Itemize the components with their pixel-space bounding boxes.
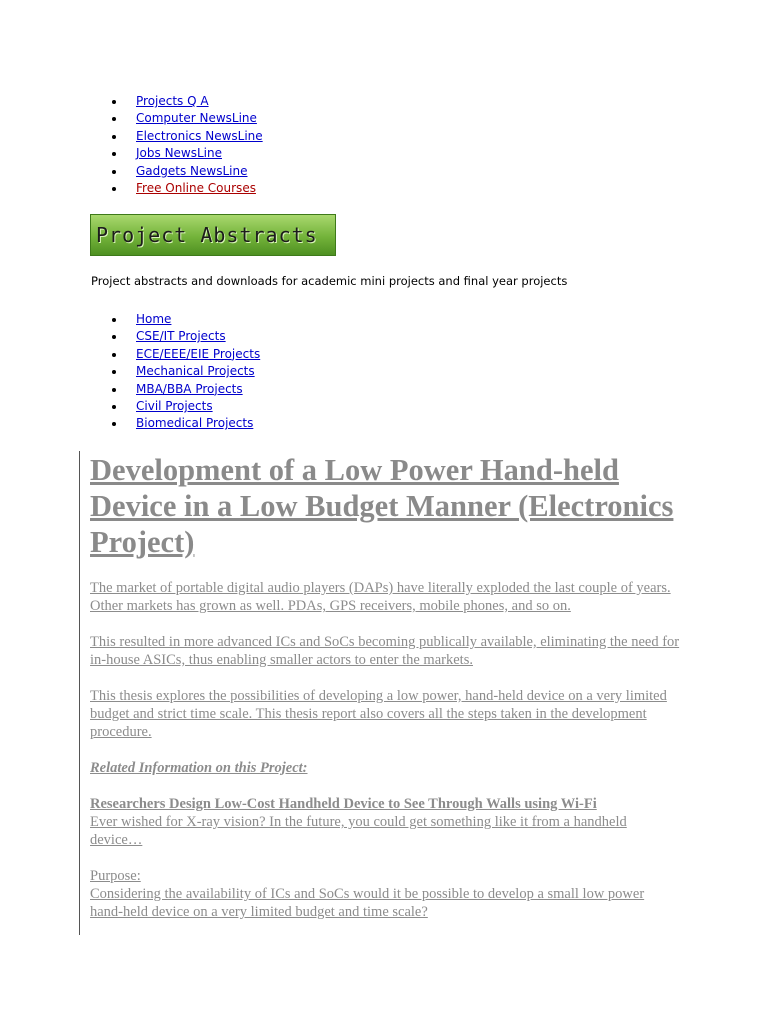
article-paragraph[interactable]: This resulted in more advanced ICs and SoCs becoming publically available, eliminating the need for in-house ASICs, thus enabling smaller actors to enter the markets.: [90, 634, 680, 668]
article-paragraph[interactable]: This thesis explores the possibilities of developing a low power, hand-held device on a very limited budget and strict time scale. This thesis report also covers all the steps taken in the development procedure.: [90, 688, 667, 740]
computer-newsline-link[interactable]: Computer NewsLine: [136, 111, 257, 126]
nav-item: [112, 415, 260, 432]
nav-item: [112, 381, 260, 398]
top-link-item: [112, 110, 263, 127]
gadgets-newsline-link[interactable]: Gadgets NewsLine: [136, 163, 248, 178]
site-tagline: Project abstracts and downloads for academic mini projects and final year projects: [91, 274, 568, 288]
article-title[interactable]: Development of a Low Power Hand-held Device in a Low Budget Manner (Electronics Project): [90, 453, 674, 559]
top-link-item: [112, 180, 263, 197]
biomedical-projects-link[interactable]: Biomedical Projects: [136, 416, 254, 431]
related-info-heading[interactable]: Related Information on this Project:: [90, 760, 308, 776]
purpose-text[interactable]: Considering the availability of ICs and SoCs would it be possible to develop a small low power hand-held device on a very limited budget and time scale?: [90, 886, 645, 920]
top-link-item: [112, 145, 263, 162]
logo-text: Project Abstracts: [96, 223, 318, 247]
top-link-item: [112, 128, 263, 145]
top-links-list: [112, 93, 263, 197]
related-article-title[interactable]: Researchers Design Low-Cost Handheld Device to See Through Walls using Wi-Fi: [90, 796, 597, 812]
mechanical-projects-link[interactable]: Mechanical Projects: [136, 364, 255, 379]
article-body: [90, 452, 680, 921]
free-online-courses-link[interactable]: Free Online Courses: [136, 180, 256, 195]
nav-item: [112, 346, 260, 363]
nav-item: [112, 328, 260, 345]
cse-it-projects-link[interactable]: CSE/IT Projects: [136, 329, 226, 344]
top-link-item: [112, 93, 263, 110]
project-abstracts-logo[interactable]: [90, 214, 336, 256]
category-nav-list: [112, 311, 260, 433]
purpose-label[interactable]: Purpose:: [90, 868, 141, 884]
ece-eee-eie-projects-link[interactable]: ECE/EEE/EIE Projects: [136, 346, 261, 361]
nav-item: [112, 398, 260, 415]
jobs-newsline-link[interactable]: Jobs NewsLine: [136, 146, 222, 161]
electronics-newsline-link[interactable]: Electronics NewsLine: [136, 128, 263, 143]
article-paragraph[interactable]: The market of portable digital audio players (DAPs) have literally exploded the last couple of years. Other markets has grown as well. PDAs, GPS receivers, mobile phones, and so on.: [90, 580, 671, 614]
home-link[interactable]: Home: [136, 312, 172, 326]
related-article-snippet[interactable]: Ever wished for X-ray vision? In the future, you could get something like it from a handheld device…: [90, 814, 627, 848]
projects-qa-link[interactable]: Projects Q A: [136, 94, 209, 108]
mba-bba-projects-link[interactable]: MBA/BBA Projects: [136, 381, 243, 396]
top-link-item: [112, 163, 263, 180]
nav-item: [112, 311, 260, 328]
article-left-rule: [79, 451, 80, 935]
nav-item: [112, 363, 260, 380]
civil-projects-link[interactable]: Civil Projects: [136, 398, 213, 413]
